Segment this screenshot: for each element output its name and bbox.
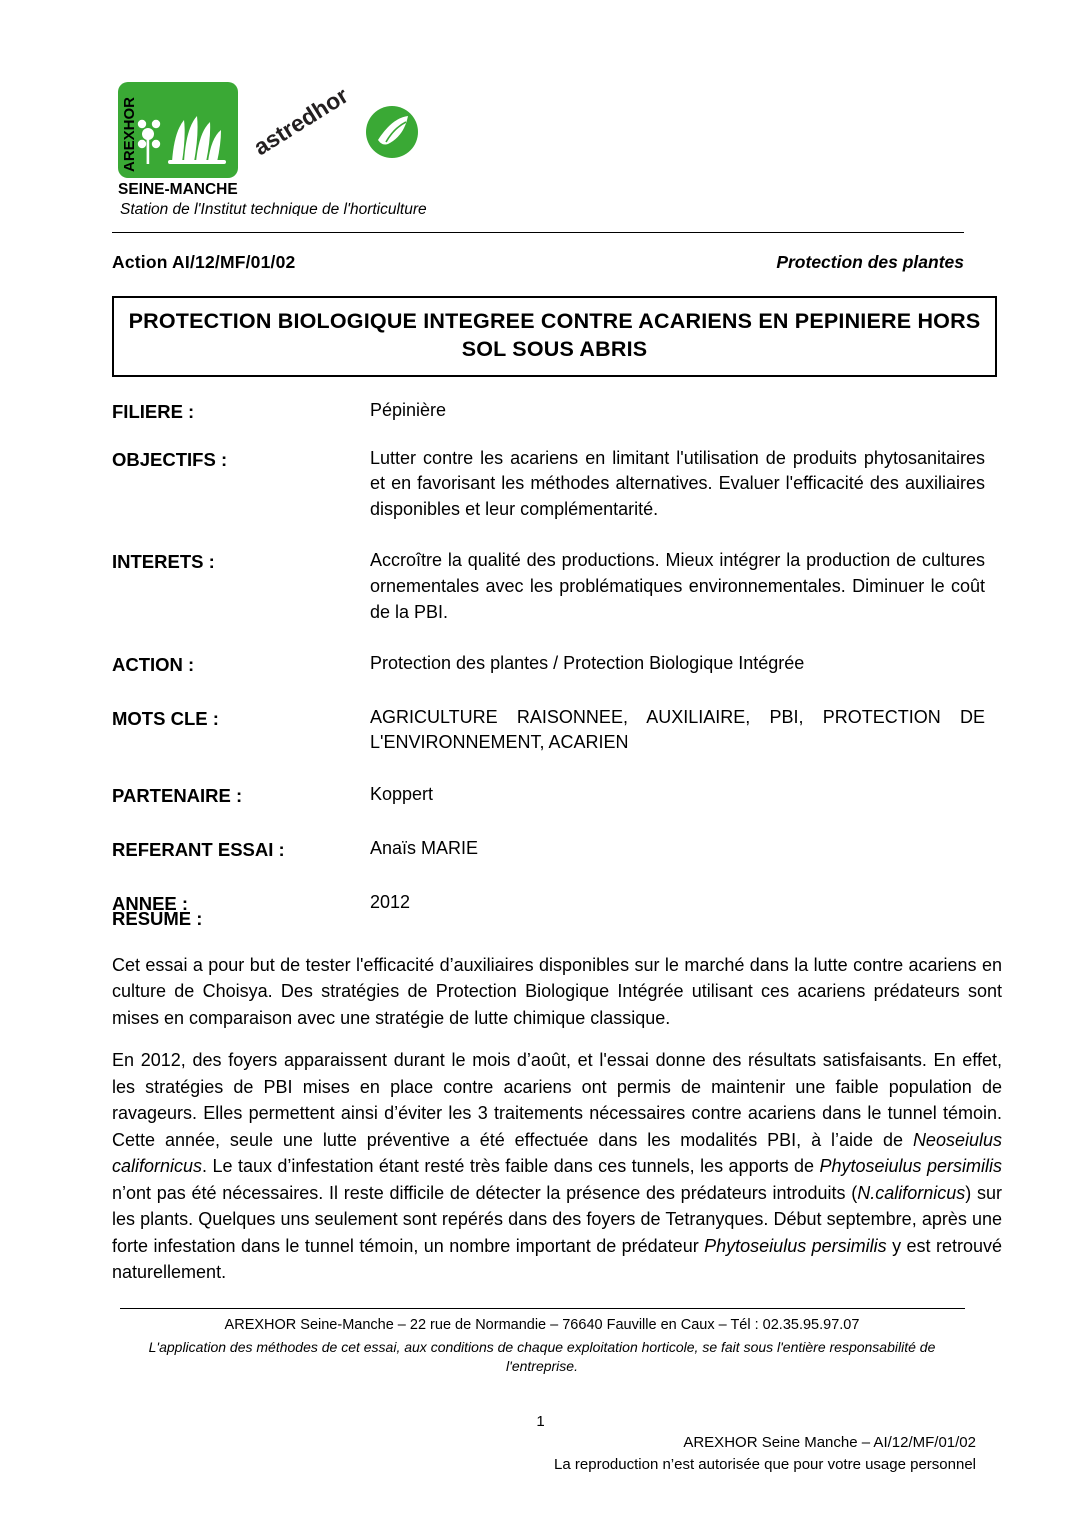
- species-neoseiulus-californicus: Neoseiulus californicus: [112, 1129, 1002, 1177]
- field-label-mots-cle: MOTS CLE :: [112, 707, 219, 729]
- paragraph-2-part-b: . Le taux d’infestation étant resté très faible dans ces tunnels, les apports de: [202, 1156, 820, 1177]
- field-value-interets: Accroître la qualité des productions. Mieux intégrer la production de cultures ornementales avec les problématiques environnementales. Diminuer le coût de la PBI.: [370, 550, 985, 622]
- field-value-referant-essai: Anaïs MARIE: [370, 837, 479, 858]
- species-phytoseiulus-persimilis-1: Phytoseiulus persimilis: [819, 1156, 1002, 1177]
- field-row-partenaire: [112, 782, 997, 810]
- field-label-partenaire: PARTENAIRE :: [112, 785, 243, 806]
- field-value-objectifs: Lutter contre les acariens en limitant l'utilisation de produits phytosanitaires et en favorisant les méthodes alternatives. Evaluer l'efficacité des auxiliaires disponibles et leur complémentarité.: [370, 447, 985, 519]
- paragraph-2-part-a: En 2012, des foyers apparaissent durant le mois d’août, et l'essai donne des résultats satisfaisants. En effet, les stratégies de PBI mises en place contre acariens ont permis de maintenir une faible population de ravageurs. Elles permettent ainsi d’éviter les 3 traitements nécessaires contre acariens dans le tunnel témoin. Cette année, seule une lutte préventive a été effectuée dans les modalités PBI, à l’aide de: [112, 1050, 1002, 1150]
- field-value-action: Protection des plantes / Protection Biologique Intégrée: [370, 653, 805, 674]
- footer-disclaimer: L'application des méthodes de cet essai, aux conditions de chaque exploitation horticole, se fait sous l'entière responsabilité de l'entreprise.: [148, 1339, 936, 1374]
- field-row-objectifs: [112, 446, 997, 523]
- field-row-referant-essai: [112, 836, 997, 864]
- resume-body: [112, 952, 1002, 1285]
- document-title-box: [112, 296, 997, 377]
- header-divider: [112, 232, 964, 233]
- paragraph-1: Cet essai a pour but de tester l'efficacité d’auxiliaires disponibles sur le marché dans la lutte contre acariens en culture de Choisya. Des stratégies de Protection Biologique Intégrée utilisant ces acariens prédateurs sont mises en comparaison avec une stratégie de lutte chimique classique.: [112, 955, 1002, 1028]
- field-label-interets: INTERETS :: [112, 551, 215, 573]
- field-row-annee: [112, 890, 997, 918]
- footer-address: AREXHOR Seine-Manche – 22 rue de Normandie – 76640 Fauville en Caux – Tél : 02.35.95.97.07: [224, 1317, 860, 1333]
- svg-text:Station de l'Institut techniqu: Station de l'Institut technique de l'horticulture: [120, 201, 427, 216]
- species-phytoseiulus-persimilis-2: Phytoseiulus persimilis: [704, 1235, 887, 1256]
- field-row-action: [112, 651, 997, 679]
- arexhor-logo: [112, 76, 532, 216]
- footer-reference: AREXHOR Seine Manche – AI/12/MF/01/02: [683, 1434, 976, 1451]
- field-value-filiere: Pépinière: [370, 400, 447, 420]
- footer-reference-block: [554, 1432, 976, 1476]
- field-label-annee: ANNEE :: [112, 892, 189, 914]
- action-category: Protection des plantes: [776, 252, 964, 272]
- field-label-action: ACTION :: [112, 654, 195, 676]
- resume-label: RESUME :: [112, 908, 203, 929]
- paragraph-2-part-e: y est retrouvé naturellement.: [112, 1235, 1002, 1282]
- species-n-californicus: N.californicus: [857, 1182, 966, 1203]
- page-number: 1: [536, 1413, 545, 1430]
- logo-graphic: [112, 76, 532, 216]
- svg-text:AREXHOR: AREXHOR: [121, 96, 138, 172]
- field-label-referant-essai: REFERANT ESSAI :: [112, 838, 285, 860]
- svg-text:SEINE-MANCHE: SEINE-MANCHE: [118, 181, 238, 198]
- footer-divider: [120, 1308, 965, 1309]
- field-label-objectifs: OBJECTIFS :: [112, 448, 228, 470]
- field-label-filiere: FILIERE :: [112, 401, 195, 422]
- field-row-interets: [112, 548, 997, 625]
- field-row-filiere: [112, 398, 997, 426]
- field-value-mots-cle: AGRICULTURE RAISONNEE, AUXILIAIRE, PBI, PROTECTION DE L'ENVIRONNEMENT, ACARIEN: [370, 706, 985, 753]
- paragraph-2: [112, 1047, 1002, 1285]
- page-title: PROTECTION BIOLOGIQUE INTEGREE CONTRE ACARIENS EN PEPINIERE HORS SOL SOUS ABRIS: [128, 309, 981, 361]
- footer-reproduction-notice: La reproduction n’est autorisée que pour votre usage personnel: [554, 1455, 976, 1473]
- metadata-fields: [112, 398, 997, 937]
- svg-text:astredhor: astredhor: [248, 81, 353, 161]
- field-value-partenaire: Koppert: [370, 784, 434, 804]
- action-line: [112, 252, 964, 273]
- paragraph-2-part-d: ) sur les plants. Quelques uns seulement sont repérés dans des foyers de Tetranyques. Début septembre, après une forte infestation dans le tunnel témoin, un nombre important de prédateur: [112, 1182, 1003, 1256]
- action-code: Action AI/12/MF/01/02: [112, 252, 296, 272]
- field-row-mots-cle: [112, 705, 997, 756]
- field-value-annee: 2012: [370, 891, 411, 912]
- paragraph-2-part-c: n’ont pas été nécessaires. Il reste difficile de détecter la présence des prédateurs introduits (: [112, 1182, 858, 1203]
